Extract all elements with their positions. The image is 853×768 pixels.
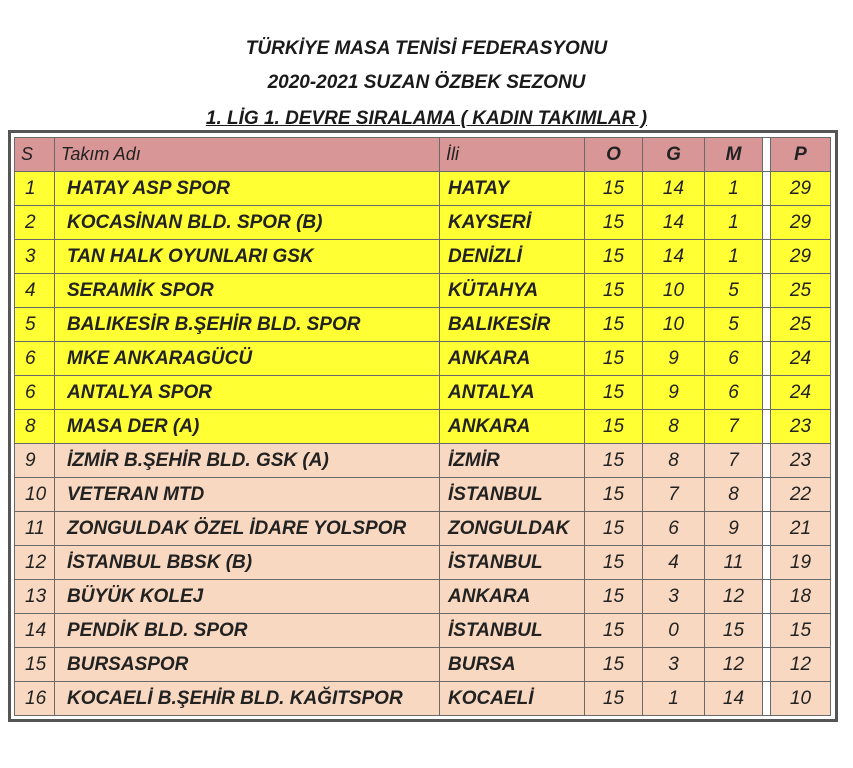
row-lost: 8 xyxy=(705,478,763,512)
row-points: 23 xyxy=(771,410,831,444)
col-won-header: G xyxy=(643,138,705,172)
row-rank: 12 xyxy=(15,546,55,580)
row-city: KAYSERİ xyxy=(440,206,585,240)
row-city: BALIKESİR xyxy=(440,308,585,342)
row-rank: 10 xyxy=(15,478,55,512)
row-points: 10 xyxy=(771,682,831,716)
row-gap xyxy=(763,274,771,308)
row-team-name: BÜYÜK KOLEJ xyxy=(55,580,440,614)
table-row xyxy=(15,172,831,206)
row-city: ANKARA xyxy=(440,410,585,444)
row-played: 15 xyxy=(585,172,643,206)
row-won: 7 xyxy=(643,478,705,512)
row-lost: 12 xyxy=(705,648,763,682)
row-gap xyxy=(763,376,771,410)
row-played: 15 xyxy=(585,206,643,240)
row-gap xyxy=(763,648,771,682)
row-rank: 16 xyxy=(15,682,55,716)
row-rank: 6 xyxy=(15,376,55,410)
row-rank: 5 xyxy=(15,308,55,342)
table-row xyxy=(15,274,831,308)
row-team-name: SERAMİK SPOR xyxy=(55,274,440,308)
row-rank: 6 xyxy=(15,342,55,376)
row-gap xyxy=(763,410,771,444)
table-row xyxy=(15,512,831,546)
season-title: 2020-2021 SUZAN ÖZBEK SEZONU xyxy=(267,72,586,93)
row-won: 8 xyxy=(643,410,705,444)
row-gap xyxy=(763,342,771,376)
row-gap xyxy=(763,546,771,580)
row-gap xyxy=(763,580,771,614)
row-points: 22 xyxy=(771,478,831,512)
table-header-row xyxy=(15,138,831,172)
row-played: 15 xyxy=(585,308,643,342)
row-lost: 14 xyxy=(705,682,763,716)
row-city: KOCAELİ xyxy=(440,682,585,716)
row-points: 15 xyxy=(771,614,831,648)
row-won: 1 xyxy=(643,682,705,716)
row-team-name: KOCASİNAN BLD. SPOR (B) xyxy=(55,206,440,240)
row-won: 3 xyxy=(643,580,705,614)
row-lost: 7 xyxy=(705,410,763,444)
row-played: 15 xyxy=(585,240,643,274)
row-lost: 9 xyxy=(705,512,763,546)
row-city: İZMİR xyxy=(440,444,585,478)
table-row xyxy=(15,342,831,376)
row-points: 29 xyxy=(771,172,831,206)
row-rank: 9 xyxy=(15,444,55,478)
table-row xyxy=(15,546,831,580)
table-row xyxy=(15,240,831,274)
row-team-name: TAN HALK OYUNLARI GSK xyxy=(55,240,440,274)
row-team-name: PENDİK BLD. SPOR xyxy=(55,614,440,648)
row-points: 12 xyxy=(771,648,831,682)
federation-title: TÜRKİYE MASA TENİSİ FEDERASYONU xyxy=(245,38,608,59)
row-team-name: BALIKESİR B.ŞEHİR BLD. SPOR xyxy=(55,308,440,342)
row-lost: 1 xyxy=(705,206,763,240)
row-rank: 3 xyxy=(15,240,55,274)
row-played: 15 xyxy=(585,614,643,648)
row-won: 10 xyxy=(643,308,705,342)
row-city: KÜTAHYA xyxy=(440,274,585,308)
row-points: 18 xyxy=(771,580,831,614)
row-played: 15 xyxy=(585,682,643,716)
table-row xyxy=(15,444,831,478)
col-played-header: O xyxy=(585,138,643,172)
row-played: 15 xyxy=(585,478,643,512)
row-won: 8 xyxy=(643,444,705,478)
row-won: 4 xyxy=(643,546,705,580)
row-team-name: İZMİR B.ŞEHİR BLD. GSK (A) xyxy=(55,444,440,478)
row-points: 24 xyxy=(771,376,831,410)
table-row xyxy=(15,206,831,240)
row-lost: 5 xyxy=(705,274,763,308)
standings-subtitle: 1. LİG 1. DEVRE SIRALAMA ( KADIN TAKIMLAR ) xyxy=(205,108,648,129)
table-row xyxy=(15,410,831,444)
table-row xyxy=(15,580,831,614)
row-team-name: ZONGULDAK ÖZEL İDARE YOLSPOR xyxy=(55,512,440,546)
row-rank: 1 xyxy=(15,172,55,206)
row-points: 29 xyxy=(771,206,831,240)
row-played: 15 xyxy=(585,580,643,614)
row-city: BURSA xyxy=(440,648,585,682)
row-gap xyxy=(763,614,771,648)
row-lost: 15 xyxy=(705,614,763,648)
row-points: 21 xyxy=(771,512,831,546)
row-team-name: MASA DER (A) xyxy=(55,410,440,444)
row-gap xyxy=(763,206,771,240)
row-gap xyxy=(763,308,771,342)
table-row xyxy=(15,682,831,716)
row-city: HATAY xyxy=(440,172,585,206)
row-city: İSTANBUL xyxy=(440,546,585,580)
row-gap xyxy=(763,682,771,716)
row-points: 25 xyxy=(771,274,831,308)
row-gap xyxy=(763,240,771,274)
table-row xyxy=(15,614,831,648)
row-played: 15 xyxy=(585,274,643,308)
row-points: 29 xyxy=(771,240,831,274)
row-won: 9 xyxy=(643,376,705,410)
row-team-name: MKE ANKARAGÜCÜ xyxy=(55,342,440,376)
row-rank: 8 xyxy=(15,410,55,444)
row-gap xyxy=(763,478,771,512)
row-lost: 6 xyxy=(705,342,763,376)
row-won: 3 xyxy=(643,648,705,682)
col-points-header: P xyxy=(771,138,831,172)
row-won: 0 xyxy=(643,614,705,648)
row-city: İSTANBUL xyxy=(440,478,585,512)
row-won: 9 xyxy=(643,342,705,376)
table-row xyxy=(15,648,831,682)
row-rank: 14 xyxy=(15,614,55,648)
col-lost-header: M xyxy=(705,138,763,172)
row-points: 19 xyxy=(771,546,831,580)
row-won: 10 xyxy=(643,274,705,308)
row-team-name: HATAY ASP SPOR xyxy=(55,172,440,206)
row-team-name: ANTALYA SPOR xyxy=(55,376,440,410)
row-played: 15 xyxy=(585,512,643,546)
row-rank: 2 xyxy=(15,206,55,240)
row-gap xyxy=(763,172,771,206)
row-city: İSTANBUL xyxy=(440,614,585,648)
row-lost: 12 xyxy=(705,580,763,614)
row-played: 15 xyxy=(585,444,643,478)
row-points: 25 xyxy=(771,308,831,342)
row-lost: 11 xyxy=(705,546,763,580)
row-won: 6 xyxy=(643,512,705,546)
row-lost: 7 xyxy=(705,444,763,478)
col-gap xyxy=(763,138,771,172)
row-city: ZONGULDAK xyxy=(440,512,585,546)
row-rank: 11 xyxy=(15,512,55,546)
row-points: 23 xyxy=(771,444,831,478)
row-played: 15 xyxy=(585,410,643,444)
row-won: 14 xyxy=(643,206,705,240)
row-gap xyxy=(763,512,771,546)
row-played: 15 xyxy=(585,648,643,682)
row-team-name: KOCAELİ B.ŞEHİR BLD. KAĞITSPOR xyxy=(55,682,440,716)
standings-table xyxy=(14,137,831,716)
row-rank: 4 xyxy=(15,274,55,308)
row-played: 15 xyxy=(585,546,643,580)
row-city: ANKARA xyxy=(440,580,585,614)
row-team-name: VETERAN MTD xyxy=(55,478,440,512)
row-team-name: İSTANBUL BBSK (B) xyxy=(55,546,440,580)
row-won: 14 xyxy=(643,172,705,206)
row-lost: 5 xyxy=(705,308,763,342)
row-played: 15 xyxy=(585,342,643,376)
row-won: 14 xyxy=(643,240,705,274)
row-lost: 1 xyxy=(705,240,763,274)
row-city: DENİZLİ xyxy=(440,240,585,274)
col-rank-header: S xyxy=(15,138,55,172)
table-row xyxy=(15,376,831,410)
row-team-name: BURSASPOR xyxy=(55,648,440,682)
table-row xyxy=(15,478,831,512)
row-city: ANKARA xyxy=(440,342,585,376)
row-played: 15 xyxy=(585,376,643,410)
row-gap xyxy=(763,444,771,478)
col-team-header: Takım Adı xyxy=(55,138,440,172)
row-lost: 1 xyxy=(705,172,763,206)
row-rank: 13 xyxy=(15,580,55,614)
table-row xyxy=(15,308,831,342)
row-city: ANTALYA xyxy=(440,376,585,410)
row-rank: 15 xyxy=(15,648,55,682)
row-points: 24 xyxy=(771,342,831,376)
row-lost: 6 xyxy=(705,376,763,410)
col-city-header: İli xyxy=(440,138,585,172)
